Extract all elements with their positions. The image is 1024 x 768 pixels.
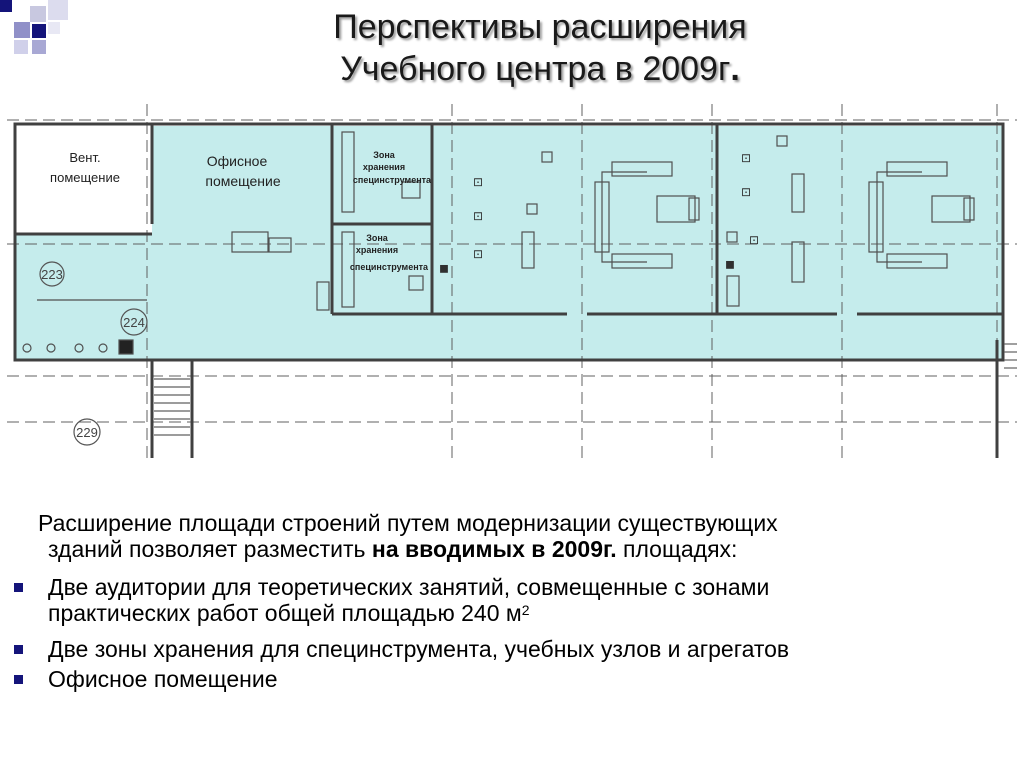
bullet-item — [12, 574, 1002, 626]
highlighted-areas — [15, 126, 1002, 359]
svg-text:⊡: ⊡ — [741, 151, 752, 165]
zone2-label-3: специнструмента — [349, 262, 429, 272]
svg-text:◼: ◼ — [725, 257, 735, 271]
bullet-sup: 2 — [521, 602, 530, 618]
svg-text:⊡: ⊡ — [749, 233, 760, 247]
intro-line-1: Расширение площади строений путем модернизации существующих — [38, 510, 778, 536]
slide-title — [250, 6, 830, 90]
room-number-229: 229 — [76, 425, 98, 440]
svg-text:⊡: ⊡ — [741, 185, 752, 199]
bullet-text: Две зоны хранения для специнструмента, учебных узлов и агрегатов — [48, 636, 790, 662]
room-number-224: 224 — [123, 315, 145, 330]
bullet-item — [12, 666, 1002, 692]
intro-line-2-b: площадях: — [616, 536, 738, 562]
zone2-label-2: хранения — [355, 245, 399, 255]
title-line-2-text: Учебного центра в 2009г — [340, 50, 731, 88]
room-number-223: 223 — [41, 267, 63, 282]
intro-line-2-bold: на вводимых в 2009г. — [371, 536, 617, 562]
room-label-vent-2: помещение — [50, 170, 120, 185]
intro-paragraph — [38, 510, 978, 562]
bullet-square-icon — [14, 645, 23, 654]
bullet-text: Офисное помещение — [48, 666, 278, 692]
bullet-square-icon — [14, 675, 23, 684]
room-label-vent-1: Вент. — [69, 150, 101, 165]
room-label-office-1: Офисное — [206, 153, 268, 169]
intro-line-2-a: зданий позволяет разместить — [48, 536, 372, 562]
bullet-list — [12, 574, 1002, 702]
svg-text:◼: ◼ — [439, 261, 449, 275]
zone1-label-2: хранения — [362, 162, 406, 172]
room-label-office-2: помещение — [205, 173, 281, 189]
title-line-2 — [250, 48, 830, 90]
svg-text:⊡: ⊡ — [473, 209, 484, 223]
bullet-square-icon — [14, 583, 23, 592]
zone2-label-1: Зона — [366, 233, 388, 243]
intro-line-2 — [38, 536, 978, 562]
zone1-label-3: специнструмента — [352, 175, 432, 185]
decorative-squares-logo — [0, 0, 80, 60]
zone1-label-1: Зона — [373, 150, 395, 160]
bullet-text-2: практических работ общей площадью 240 м — [48, 600, 522, 626]
floor-plan — [7, 104, 1017, 458]
title-dot: . — [730, 50, 740, 88]
svg-text:⊡: ⊡ — [473, 175, 484, 189]
bullet-item — [12, 636, 1002, 662]
bullet-text: Две аудитории для теоретических занятий, совмещенные с зонами — [48, 574, 770, 600]
title-line-1: Перспективы расширения — [333, 8, 747, 46]
svg-text:⊡: ⊡ — [473, 247, 484, 261]
